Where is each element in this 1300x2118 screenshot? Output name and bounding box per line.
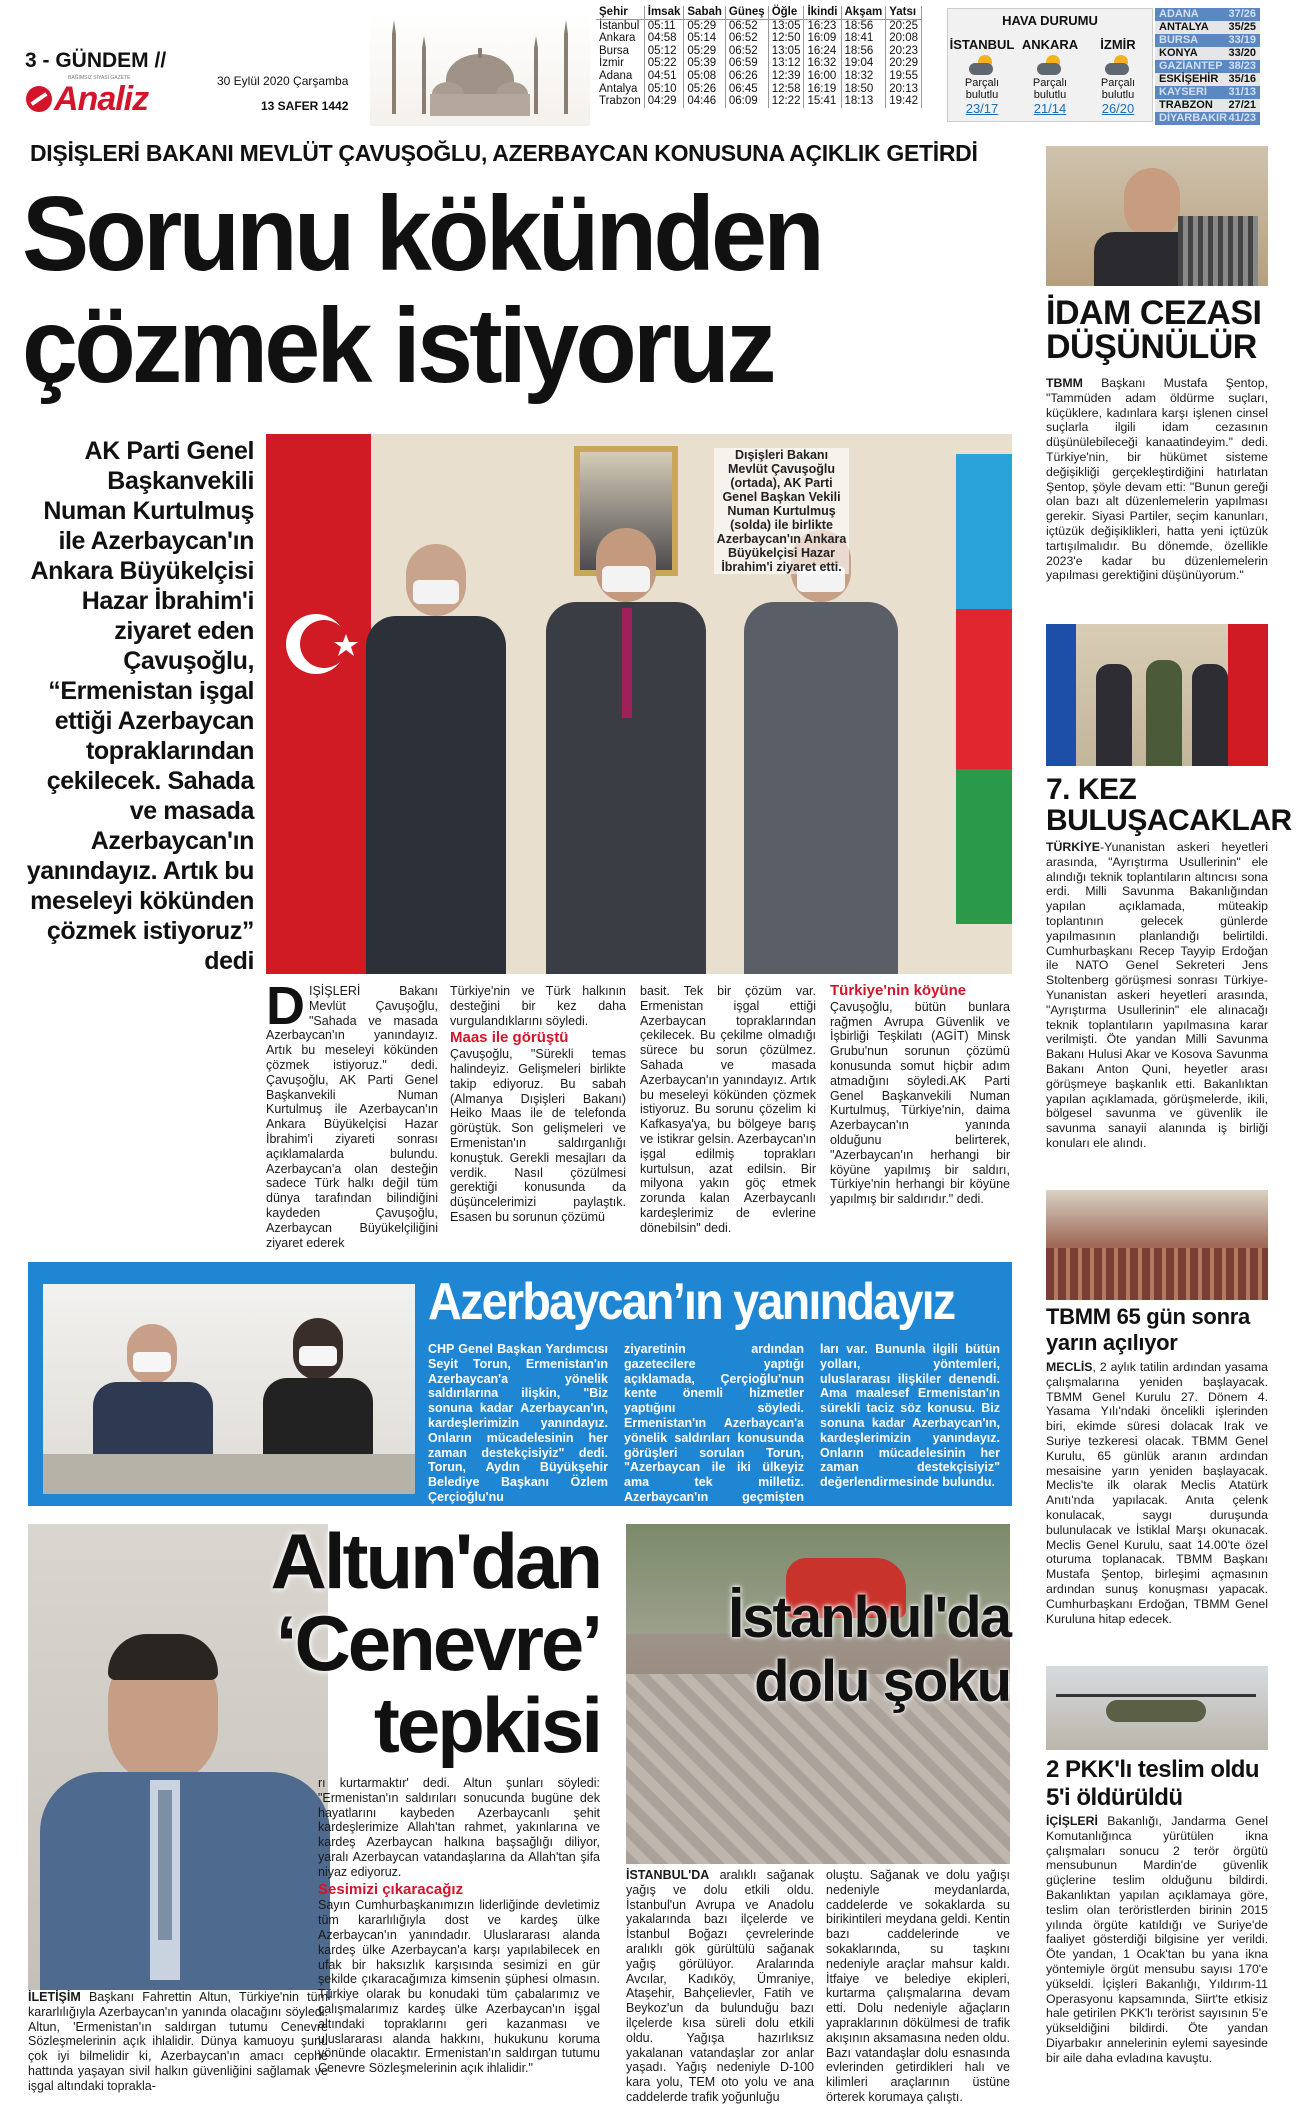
headline-line: 7. KEZ xyxy=(1046,773,1137,806)
article-text: Türkiye'nin ve Türk halkının desteğini bir kez daha vurgulandıklarını söyledi. xyxy=(450,984,626,1028)
headline-line: dolu şoku xyxy=(754,1649,1010,1714)
prayer-time: 13:05 xyxy=(768,19,804,32)
photo-caption: Dışişleri Bakanı Mevlüt Çavuşoğlu (ortada), AK Parti Genel Başkan Vekili Numan Kurtulmuş (solda) ile birlikte Azerbaycan'ın Ankara Büyükelçisi Hazar İbrahim'i ziyaret etti. xyxy=(714,448,849,574)
main-col-4 xyxy=(830,984,1010,1242)
istanbul-col-1 xyxy=(626,1868,814,2114)
tbmm-text xyxy=(1046,1360,1268,1626)
altun-col-1 xyxy=(28,1990,328,2114)
mosque-illustration xyxy=(370,14,590,126)
prayer-time: 12:39 xyxy=(768,70,804,83)
city-temp-value: 27/21 xyxy=(1228,99,1256,111)
city-temp-value: 41/23 xyxy=(1228,112,1256,124)
helicopter-photo[interactable] xyxy=(1046,1666,1268,1750)
prayer-city: Antalya xyxy=(596,83,644,96)
weather-desc: bulutlu xyxy=(965,89,999,101)
headline-line: tepkisi xyxy=(373,1681,600,1769)
main-headline xyxy=(22,175,1012,405)
prayer-time: 06:52 xyxy=(725,45,768,58)
headline-line: DÜŞÜNÜLÜR xyxy=(1046,328,1257,366)
brand-logo[interactable] xyxy=(26,79,148,119)
drop-cap: D xyxy=(266,976,305,1036)
prayer-time: 16:09 xyxy=(804,32,841,45)
weather-desc: bulutlu xyxy=(1033,89,1067,101)
prayer-time: 05:12 xyxy=(644,45,684,58)
city-temp-name: GAZİANTEP xyxy=(1159,60,1223,72)
prayer-time: 05:29 xyxy=(684,45,726,58)
prayer-time: 19:42 xyxy=(886,95,922,108)
prayer-time: 20:25 xyxy=(886,19,922,32)
prayer-times-table xyxy=(596,6,926,124)
prayer-header: Şehir xyxy=(596,6,644,19)
headline-line: 5'i öldürüldü xyxy=(1046,1784,1183,1811)
prayer-time: 04:46 xyxy=(684,95,726,108)
city-temp-name: KONYA xyxy=(1159,47,1198,59)
prayer-time: 05:11 xyxy=(644,19,684,32)
prayer-time: 19:55 xyxy=(886,70,922,83)
prayer-time: 18:13 xyxy=(841,95,886,108)
prayer-time: 05:29 xyxy=(684,19,726,32)
weather-temp: 21/14 xyxy=(1033,101,1067,116)
article-text: Başkanı Mustafa Şentop, "Tammüden adam öldürme suçları, küçüklere, kadınlara karşı işlenen cinsel suçlarla ilgili idam cezasının düşünülebileceği kanaatindeyim." dedi. Türkiye'nin, bir hükümet sisteme değişikliği gerçekleştirdiğini hatırlatan Şentop, şöyle devam etti: "Bunun gereği olan bazı alt düzenlemelerin yapılması gerekir. Siyasi Partiler, seçim kanunları, içtüzük değişiklikleri, hatta yeni içtüzük tartışılmalıdır. Bu dönemde, özellikle 2023'e kadar bu düzenlemelerin yapılması gerektiğini düşünüyorum." xyxy=(1046,376,1268,583)
weather-desc: Parçalı xyxy=(1032,77,1068,89)
city-temp-row xyxy=(1155,112,1260,125)
prayer-city: Ankara xyxy=(596,32,644,45)
headline-line: İDAM CEZASI xyxy=(1046,294,1262,332)
weather-city xyxy=(1017,37,1083,116)
altun-headline xyxy=(180,1517,600,1769)
article-text: oluştu. Sağanak ve dolu yağışı nedeniyle meydanlarda, caddelerde ve sokaklarda su birikintileri meydana geldi. Kentin bazı caddelerinde ve sokaklarında, su taşkını nedeniyle araçlar mahsur kaldı. İtfaiye ve belediye ekipleri, kurtarma çalışmalarına devam etti. Dolu nedeniyle ağaçların yapraklarının dökülmesi de trafik akışının aksamasına neden oldu. Bazı vatandaşlar dolu esnasında evlerinden getirdikleri halı ve kilimleri araçlarının üstüne örterek korumaya çalıştı. xyxy=(826,1868,1010,2104)
weather-city-name: İSTANBUL xyxy=(949,37,1015,52)
prayer-time: 20:13 xyxy=(886,83,922,96)
azerbaijan-flag-icon xyxy=(956,454,1012,924)
prayer-header: Öğle xyxy=(768,6,804,19)
prayer-city: Bursa xyxy=(596,45,644,58)
main-col-1 xyxy=(266,976,438,1250)
article-text: Çavuşoğlu, bütün bunlara rağmen Avrupa Güvenlik ve İşbirliği Teşkilatı (AGİT) Minsk Grubu'nun sorunun çözümü konusunda somut hiçbir adım atmadığını söyledi.AK Parti Genel Başkanvekili Numan Kurtulmuş, Türkiye'nin, daima Azerbaycan'ın yanında olduğunu belirterek, "Azerbaycan'ın herhangi bir köyüne yapılmış bir saldırı, Türkiye'nin herhangi bir köyüne yapılmış bir saldırıdır." dedi. xyxy=(830,999,1010,1207)
weather-city xyxy=(949,37,1015,116)
article-text: Bakanlığı, Jandarma Genel Komutanlığınca yürütülen ikna çalışmaları sonucu 2 terör örgütü mensubunun Mardin'de güvenlik güçlerine teslim olduğunu bildirdi. Bakanlıktan yapılan açıklamaya göre, teslim olan teröristlerden birinin 2015 yılında örgüte katıldığı ve Suriye'de faaliyet gösterdiği bilgisine yer verildi. Öte yandan, 1 Ocak'tan bu yana ikna yöntemiyle örgüt mensubu sayısı 170'e yükseldi. İçişleri Bakanlığı, Yıldırım-11 Operasyonu kapsamında, Siirt'te etkisiz hale getirilen PKK'lı terörist sayısının 5'e yükseldiğini bildirdi. Öte yandan Diyarbakır annelerinin eylemi sayesinde bir aile daha evladına kavuştu. xyxy=(1046,1814,1268,2065)
city-temp-name: ADANA xyxy=(1159,8,1199,20)
cloud-icon xyxy=(1037,55,1063,77)
prayer-time: 06:45 xyxy=(725,83,768,96)
headline-line: Altun'dan xyxy=(270,1517,600,1605)
page-label: 3 - GÜNDEM // xyxy=(25,49,167,72)
main-col-3 xyxy=(640,984,816,1242)
lead-word: İSTANBUL'DA xyxy=(626,1868,710,1882)
person-right xyxy=(736,530,906,974)
city-temp-value: 38/23 xyxy=(1228,60,1256,72)
prayer-city: İzmir xyxy=(596,57,644,70)
prayer-header: Akşam xyxy=(841,6,886,19)
logo-mark-icon xyxy=(26,86,52,112)
prayer-row xyxy=(596,57,922,70)
article-text: Çavuşoğlu, "Sürekli temas halindeyiz. Gelişmeleri birlikte takip ediyoruz. Bu sabah (Almanya Dışişleri Bakanı) Heiko Maas ile de telefonda görüştük. Son gelişmeleri ve Ermenistan'ın saldırganlığı konuştuk. Gerekli mesajları da verdik. Nasıl çözülmesi gerektiği konusunda da düşüncelerimizi paylaştık. Esasen bu sorunun çözümü xyxy=(450,1047,626,1224)
masthead xyxy=(20,44,370,124)
weather-box xyxy=(947,8,1153,122)
defense-photo[interactable] xyxy=(1046,624,1268,766)
headline-line: İstanbul'da xyxy=(728,1585,1010,1650)
article-text: -Yunanistan askeri heyetleri arasında, "Ayrıştırma Usullerinin" ele alındığı teknik toplantıların altıncısı sona erdi. Milli Savunma Bakanlığından yapılan açıklamada, müteakip toplantının gelecek günlerde yapılmasının planlandığı belirtildi. Cumhurbaşkanı Recep Tayyip Erdoğan ile NATO Genel Sekreteri Jens Stoltenberg görüşmesi sonrası Türkiye-Yunanistan askeri heyetleri arasında, "Ayrıştırma Usullerinin" ele alınacağı teknik toplantıların yapılmasına karar verilmişti. Öte yandan Milli Savunma Bakanı Hulusi Akar ve Kosova Savunma Bakanı Anton Quni, heyetler arası görüşmeye başkanlık etti. Bakanlıktan yapılan açıklamada, görüşmelerde, ikili, bölgesel savunma ve güvenlik ile savunma sanayii alanında iş birliği konuları ele alındı. xyxy=(1046,840,1268,1150)
city-temp-row xyxy=(1155,60,1260,73)
prayer-time: 05:26 xyxy=(684,83,726,96)
prayer-time: 05:14 xyxy=(684,32,726,45)
prayer-time: 06:52 xyxy=(725,32,768,45)
weather-desc: bulutlu xyxy=(1101,89,1135,101)
azerbaijan-col-3: ları var. Bununla ilgili bütün yolları, yöntemleri, uluslararası ilişkiler denendi. Ama maalesef Ermenistan'ın sürekli taciz söz konusu. Biz sonuna kadar Azerbaycan'ın, kardeşlerimizin yanındayız. Onların mücadelesinin her zaman destekçisiyiz" değerlendirmesinde bulundu. xyxy=(820,1342,1000,1490)
prayer-time: 04:51 xyxy=(644,70,684,83)
prayer-header: İmsak xyxy=(644,6,684,19)
istanbul-col-2 xyxy=(826,1868,1010,2114)
city-temp-name: KAYSERİ xyxy=(1159,86,1207,98)
prayer-time: 06:26 xyxy=(725,70,768,83)
city-temp-row xyxy=(1155,8,1260,21)
prayer-time: 18:32 xyxy=(841,70,886,83)
prayer-time: 16:19 xyxy=(804,83,841,96)
city-temp-name: TRABZON xyxy=(1159,99,1213,111)
main-kicker: DIŞİŞLERİ BAKANI MEVLÜT ÇAVUŞOĞLU, AZERBAYCAN KONUSUNA AÇIKLIK GETİRDİ xyxy=(30,140,978,166)
lead-word: İÇİŞLERİ xyxy=(1046,1814,1098,1828)
headline-line: yarın açılıyor xyxy=(1046,1330,1178,1355)
brand-name: Analiz xyxy=(54,79,149,118)
prayer-time: 16:32 xyxy=(804,57,841,70)
idam-title xyxy=(1046,296,1268,364)
weather-title: HAVA DURUMU xyxy=(1002,13,1098,28)
torun-photo[interactable] xyxy=(43,1284,415,1494)
headline-line: çözmek istiyoruz xyxy=(22,287,773,405)
city-temp-name: DİYARBAKIR xyxy=(1159,112,1228,124)
article-text: basit. Tek bir çözüm var. Ermenistan işgal ettiği Azerbaycan topraklarından çekilecek. Bu çekilme olmadığı sürece bu sorun çözülmez. Sahada ve masada Azerbaycan'ın yanındayız. Artık bu meseleyi kökünden çözmek istiyoruz. Bu sorunu çözelim ki Kafkasya'ya, bu bölgeye barış ve istikrar gelsin. Azerbaycan'ın işgal edilmiş toprakları kurtulsun, azat edilsin. Bir milyona yakın göç etmek zorunda kalan Azerbaycanlı kardeşlerimiz de evlerine dönebilsin" dedi. xyxy=(640,984,816,1235)
prayer-time: 04:58 xyxy=(644,32,684,45)
main-summary: AK Parti Genel Başkanvekili Numan Kurtulmuş ile Azerbaycan'ın Ankara Büyükelçisi Hazar İbrahim'i ziyaret eden Çavuşoğlu, “Ermenistan işgal ettiği Azerbaycan topraklarından çekilecek. Sahada ve masada Azerbaycan'ın yanındayız. Artık bu meseleyi kökünden çözmek istiyoruz” dedi xyxy=(26,437,254,975)
subheading: Türkiye'nin köyüne xyxy=(830,982,967,999)
headline-line: 2 PKK'lı teslim oldu xyxy=(1046,1756,1260,1783)
city-temp-value: 33/20 xyxy=(1228,47,1256,59)
prayer-time: 05:08 xyxy=(684,70,726,83)
city-temp-value: 37/26 xyxy=(1228,8,1256,20)
headline-line: ‘Cenevre’ xyxy=(275,1599,600,1687)
weather-desc: Parçalı xyxy=(1100,77,1136,89)
azerbaijan-box xyxy=(28,1262,1012,1519)
prayer-city: İstanbul xyxy=(596,19,644,32)
headline-line: TBMM 65 gün sonra xyxy=(1046,1304,1250,1329)
prayer-time: 12:22 xyxy=(768,95,804,108)
city-temp-value: 35/25 xyxy=(1228,21,1256,33)
prayer-time: 20:08 xyxy=(886,32,922,45)
city-temp-name: ANTALYA xyxy=(1159,21,1209,33)
person-center xyxy=(536,528,716,974)
city-temp-name: ESKİŞEHİR xyxy=(1159,73,1219,85)
prayer-row xyxy=(596,95,922,108)
prayer-time: 06:09 xyxy=(725,95,768,108)
prayer-time: 06:59 xyxy=(725,57,768,70)
main-photo[interactable] xyxy=(266,434,1012,974)
lead-word: TBMM xyxy=(1046,376,1083,390)
city-temp-value: 35/16 xyxy=(1228,73,1256,85)
person-left xyxy=(356,544,516,974)
prayer-row xyxy=(596,45,922,58)
idam-text xyxy=(1046,376,1268,583)
city-temp-row xyxy=(1155,86,1260,99)
prayer-time: 19:04 xyxy=(841,57,886,70)
prayer-time: 18:50 xyxy=(841,83,886,96)
azerbaijan-col-1: CHP Genel Başkan Yardımcısı Seyit Torun, Ermenistan'ın Azerbaycan'a yönelik saldırılarına ilişkin, "Biz sonuna kadar Azerbaycan'ın, kardeşlerimizin yanındayız. Onların mücadelesinin her zaman destekçisiyiz" dedi. Torun, Aydın Büyükşehir Belediye Başkanı Özlem Çerçioğlu'nu xyxy=(428,1342,608,1504)
azerbaijan-headline: Azerbaycan’ın yanındayız xyxy=(428,1273,955,1331)
weather-city-name: ANKARA xyxy=(1021,37,1079,52)
prayer-time: 20:29 xyxy=(886,57,922,70)
cloud-icon xyxy=(1105,55,1131,77)
prayer-time: 12:58 xyxy=(768,83,804,96)
altun-col-2 xyxy=(318,1776,600,2114)
headline-line: BULUŞACAKLAR xyxy=(1046,804,1292,837)
article-text: rı kurtarmaktır' dedi. Altun şunları söyledi: "Ermenistan'ın saldırıları sonucunda bugüne dek hayatlarını kaybeden Azerbaycanlı şehit kardeşlerimize Allah'tan rahmet, yakınlarına ve kardeş Azerbaycan halkına başsağlığı diliyor, yaralı Azerbaycan vatandaşlarına da Allah'tan şifa niyaz ediyoruz. xyxy=(318,1776,600,1879)
prayer-rows xyxy=(596,19,922,108)
city-temp-row xyxy=(1155,99,1260,112)
prayer-header: Sabah xyxy=(684,6,726,19)
prayer-time: 16:00 xyxy=(804,70,841,83)
prayer-time: 16:24 xyxy=(804,45,841,58)
prayer-time: 04:29 xyxy=(644,95,684,108)
pkk-text xyxy=(1046,1814,1268,2114)
prayer-row xyxy=(596,32,922,45)
prayer-header: İkindi xyxy=(804,6,841,19)
weather-temp: 26/20 xyxy=(1101,101,1135,116)
prayer-header: Güneş xyxy=(725,6,768,19)
prayer-time: 13:12 xyxy=(768,57,804,70)
prayer-time: 18:56 xyxy=(841,19,886,32)
main-col-2 xyxy=(450,984,626,1242)
istanbul-headline xyxy=(690,1586,1010,1714)
weather-desc: Parçalı xyxy=(964,77,1000,89)
city-temp-row xyxy=(1155,73,1260,86)
prayer-time: 18:41 xyxy=(841,32,886,45)
issue-date: 30 Eylül 2020 Çarşamba xyxy=(217,74,349,88)
article-text: Başkanı Fahrettin Altun, Türkiye'nin tüm kararlılığıyla Azerbaycan'ın yanında olacağını söyledi. Altun, 'Ermenistan'ın saldırgan tutumu Cenevre Sözleşmelerinin açık ihlalidir. Dünya kamuoyu şunu çok iyi bilmelidir ki, Azerbaycan'ın amacı cephe hattında yaşayan sivil halkın güvenliğini sağlamak ve işgal altındaki toprakla- xyxy=(28,1990,328,2093)
prayer-time: 12:50 xyxy=(768,32,804,45)
prayer-time: 06:52 xyxy=(725,19,768,32)
mosque-icon xyxy=(370,14,590,126)
azerbaijan-col-2: ziyaretinin ardından gazetecilere yaptığı açıklamada, Çerçioğlu'nun kente önemli hizmetler yaptığını söyledi. Ermenistan'ın Azerbaycan'a yönelik saldırıları konusunda görüşleri sorulan Torun, "Azerbaycan ile iki ülkeyiz ama tek milletiz. Azerbaycan'ın geçmişten doğan hak- xyxy=(624,1342,804,1519)
prayer-time: 05:10 xyxy=(644,83,684,96)
lead-word: TÜRKİYE xyxy=(1046,840,1100,854)
prayer-time: 18:56 xyxy=(841,45,886,58)
article-text: Sayın Cumhurbaşkanımızın liderliğinde devletimiz tüm kararlılığıyla dost ve kardeş ülke Azerbaycan'ın yanındadır. Uluslararası alanda kardeş ülke Azerbaycan'a karşı yapılabilecek en ufak bir haksızlık karşısında sesimizi en gür şekilde çıkaracağımıza kimsenin şüphesi olmasın. Türkiye olarak bu konudaki tüm çabalarımız ve çalışmalarımız kardeş ülke Azerbaycan'ın işgal altındaki topraklarını geri kazanması ve uluslararası alanda hakkını, hukukunu koruma yönünde olacaktır. Ermenistan'ın saldırgan tutumu Cenevre Sözleşmelerinin açık ihlalidir." xyxy=(318,1898,600,2076)
prayer-city: Adana xyxy=(596,70,644,83)
prayer-time: 15:41 xyxy=(804,95,841,108)
city-temp-row xyxy=(1155,47,1260,60)
subheading: Maas ile görüştü xyxy=(450,1029,569,1047)
prayer-city: Trabzon xyxy=(596,95,644,108)
weather-city-name: İZMİR xyxy=(1100,37,1136,52)
article-text: , 2 aylık tatilin ardından yasama çalışmalarına yeniden başlayacak. TBMM Genel Kurulu 27. Dönem 4. Yasama Yılı'ndaki öncelikli işlerinden biri, ekimde süresi dolacak Irak ve Suriye tezkeresi olacak. TBMM Genel Kurulu, 65 günlük aranın ardından mesaisine yarın yeniden başlayacak. Meclis'te ilk olarak Meclis Atatürk Anıtı'nda yapılacak. Anıta çelenk konulacak, saygı duruşunda bulunulacak ve İstiklal Marşı okunacak. Meclis Genel Kurulu, saat 14.00'te özel oturuma toplanacak. TBMM Başkanı Mustafa Şentop, birleşimi açmasının ardından sunuş konuşması yapacak. Cumhurbaşkanı Erdoğan, TBMM Genel Kuruluna hitap edecek. xyxy=(1046,1360,1268,1626)
city-temp-value: 33/19 xyxy=(1228,34,1256,46)
city-temps-list xyxy=(1155,8,1260,122)
city-temp-value: 31/13 xyxy=(1228,86,1256,98)
pkk-title xyxy=(1046,1756,1268,1812)
prayer-time: 05:22 xyxy=(644,57,684,70)
sentop-photo[interactable] xyxy=(1046,146,1268,286)
prayer-row xyxy=(596,19,922,32)
city-temp-name: BURSA xyxy=(1159,34,1199,46)
parliament-photo[interactable] xyxy=(1046,1190,1268,1300)
subheading: Sesimizi çıkaracağız xyxy=(318,1880,464,1898)
cloud-icon xyxy=(969,55,995,77)
tbmm-title xyxy=(1046,1304,1268,1356)
article-text: aralıklı sağanak yağış ve dolu etkili oldu. İstanbul'un Avrupa ve Anadolu yakalarında bazı ilçelerde ve İstanbul Boğazı çevrelerinde aralıklı gök gürültülü sağanak yağış görülüyor. Aralarında Avcılar, Kadıköy, Ümraniye, Ataşehir, Bahçelievler, Fatih ve Beykoz'un da bulunduğu bazı ilçelerde kısa süreli dolu etkili oldu. Yağışa hazırlıksız yakalanan vatandaşlar zor anlar yaşadı. Yağış nedeniyle D-100 kara yolu, TEM oto yolu ve ana caddelerde trafik yoğunluğu xyxy=(626,1868,814,2104)
headline-line: Sorunu kökünden xyxy=(22,175,821,293)
weather-temp: 23/17 xyxy=(965,101,999,116)
prayer-time: 05:39 xyxy=(684,57,726,70)
prayer-time: 16:23 xyxy=(804,19,841,32)
prayer-header: Yatsı xyxy=(886,6,922,19)
kez-title xyxy=(1046,773,1292,837)
kez-text xyxy=(1046,840,1268,1151)
prayer-time: 20:23 xyxy=(886,45,922,58)
city-temp-row xyxy=(1155,34,1260,47)
brand-tagline: BAĞIMSIZ SİYASİ GAZETE xyxy=(68,75,131,81)
lead-word: İLETİŞİM xyxy=(28,1990,81,2004)
weather-city xyxy=(1085,37,1151,116)
city-temp-row xyxy=(1155,21,1260,34)
prayer-time: 13:05 xyxy=(768,45,804,58)
lead-word: MECLİS xyxy=(1046,1360,1093,1374)
prayer-row xyxy=(596,70,922,83)
prayer-row xyxy=(596,83,922,96)
hijri-date: 13 SAFER 1442 xyxy=(261,99,349,113)
article-text: IŞİŞLERİ Bakanı Mevlüt Çavuşoğlu, "Sahada ve masada Azerbaycan'ın yanındayız. Artık bu meseleyi kökünden çözmek istiyoruz." dedi. Çavuşoğlu, AK Parti Genel Başkanvekili Numan Kurtulmuş ile Azerbaycan'ın Ankara Büyükelçisi Hazar İbrahim'i ziyareti sonrası açıklamalarda bulundu. Azerbaycan'a olan desteğin sadece Türk halkı değil tüm dünya tarafından bilindiğini kaydeden Çavuşoğlu, Azerbaycan Büyükelçiliğini ziyaret ederek xyxy=(266,984,438,1250)
